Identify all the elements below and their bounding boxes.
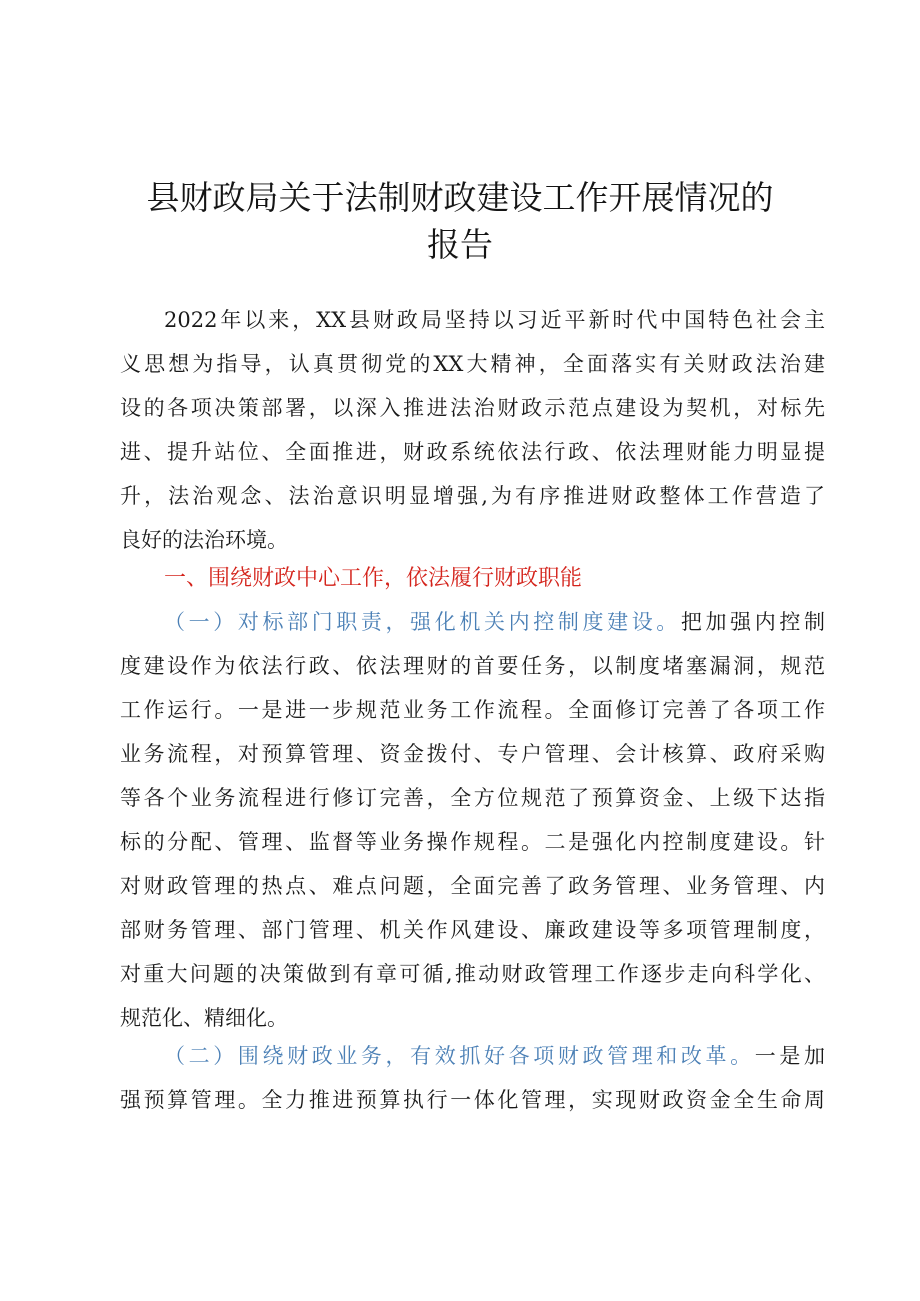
subsection-1-first-line-text: 把加强内控制 bbox=[680, 610, 825, 634]
subsection-1-line: 业务流程，对预算管理、资金拨付、专户管理、会计核算、政府采购 bbox=[120, 742, 825, 766]
subsection-2-heading: （二）围绕财政业务，有效抓好各项财政管理和改革。 bbox=[164, 1044, 755, 1068]
intro-line: 进、提升站位、全面推进，财政系统依法行政、依法理财能力明显提 bbox=[120, 440, 825, 464]
subsection-1-paragraph bbox=[120, 600, 825, 1040]
subsection-2-line: 强预算管理。全力推进预算执行一体化管理，实现财政资金全生命周 bbox=[120, 1088, 825, 1112]
subsection-1-line: 标的分配、管理、监督等业务操作规程。二是强化内控制度建设。针 bbox=[120, 830, 825, 854]
subsection-1-line: 工作运行。一是进一步规范业务工作流程。全面修订完善了各项工作 bbox=[120, 698, 825, 722]
subsection-2-paragraph bbox=[120, 1034, 825, 1122]
intro-line: 良好的法治环境。 bbox=[120, 528, 288, 552]
subsection-1-first-line bbox=[120, 600, 825, 644]
subsection-1-line: 对重大问题的决策做到有章可循,推动财政管理工作逐步走向科学化、 bbox=[120, 962, 825, 986]
intro-line: 升，法治观念、法治意识明显增强,为有序推进财政整体工作营造了 bbox=[120, 484, 825, 508]
intro-paragraph bbox=[120, 298, 825, 562]
subsection-2-first-line-text: 一是加 bbox=[754, 1044, 826, 1068]
intro-line: 设的各项决策部署，以深入推进法治财政示范点建设为契机，对标先 bbox=[120, 396, 825, 420]
subsection-2-first-line bbox=[120, 1034, 825, 1078]
document-title-line-2: 报告 bbox=[427, 225, 493, 264]
subsection-1-line: 度建设作为依法行政、依法理财的首要任务，以制度堵塞漏洞，规范 bbox=[120, 654, 825, 678]
intro-line: 义思想为指导，认真贯彻党的XX大精神，全面落实有关财政法治建 bbox=[120, 352, 825, 376]
subsection-1-line: 规范化、精细化。 bbox=[120, 1006, 288, 1030]
subsection-1-line: 对财政管理的热点、难点问题，全面完善了政务管理、业务管理、内 bbox=[120, 874, 825, 898]
intro-line: 2022年以来，XX县财政局坚持以习近平新时代中国特色社会主 bbox=[164, 308, 825, 332]
subsection-1-line: 部财务管理、部门管理、机关作风建设、廉政建设等多项管理制度， bbox=[120, 918, 825, 942]
subsection-1-line: 等各个业务流程进行修订完善，全方位规范了预算资金、上级下达指 bbox=[120, 786, 825, 810]
subsection-1-heading: （一）对标部门职责，强化机关内控制度建设。 bbox=[164, 610, 681, 634]
section-heading: 一、围绕财政中心工作，依法履行财政职能 bbox=[164, 566, 583, 591]
document-title-line-1: 县财政局关于法制财政建设工作开展情况的 bbox=[146, 178, 774, 217]
